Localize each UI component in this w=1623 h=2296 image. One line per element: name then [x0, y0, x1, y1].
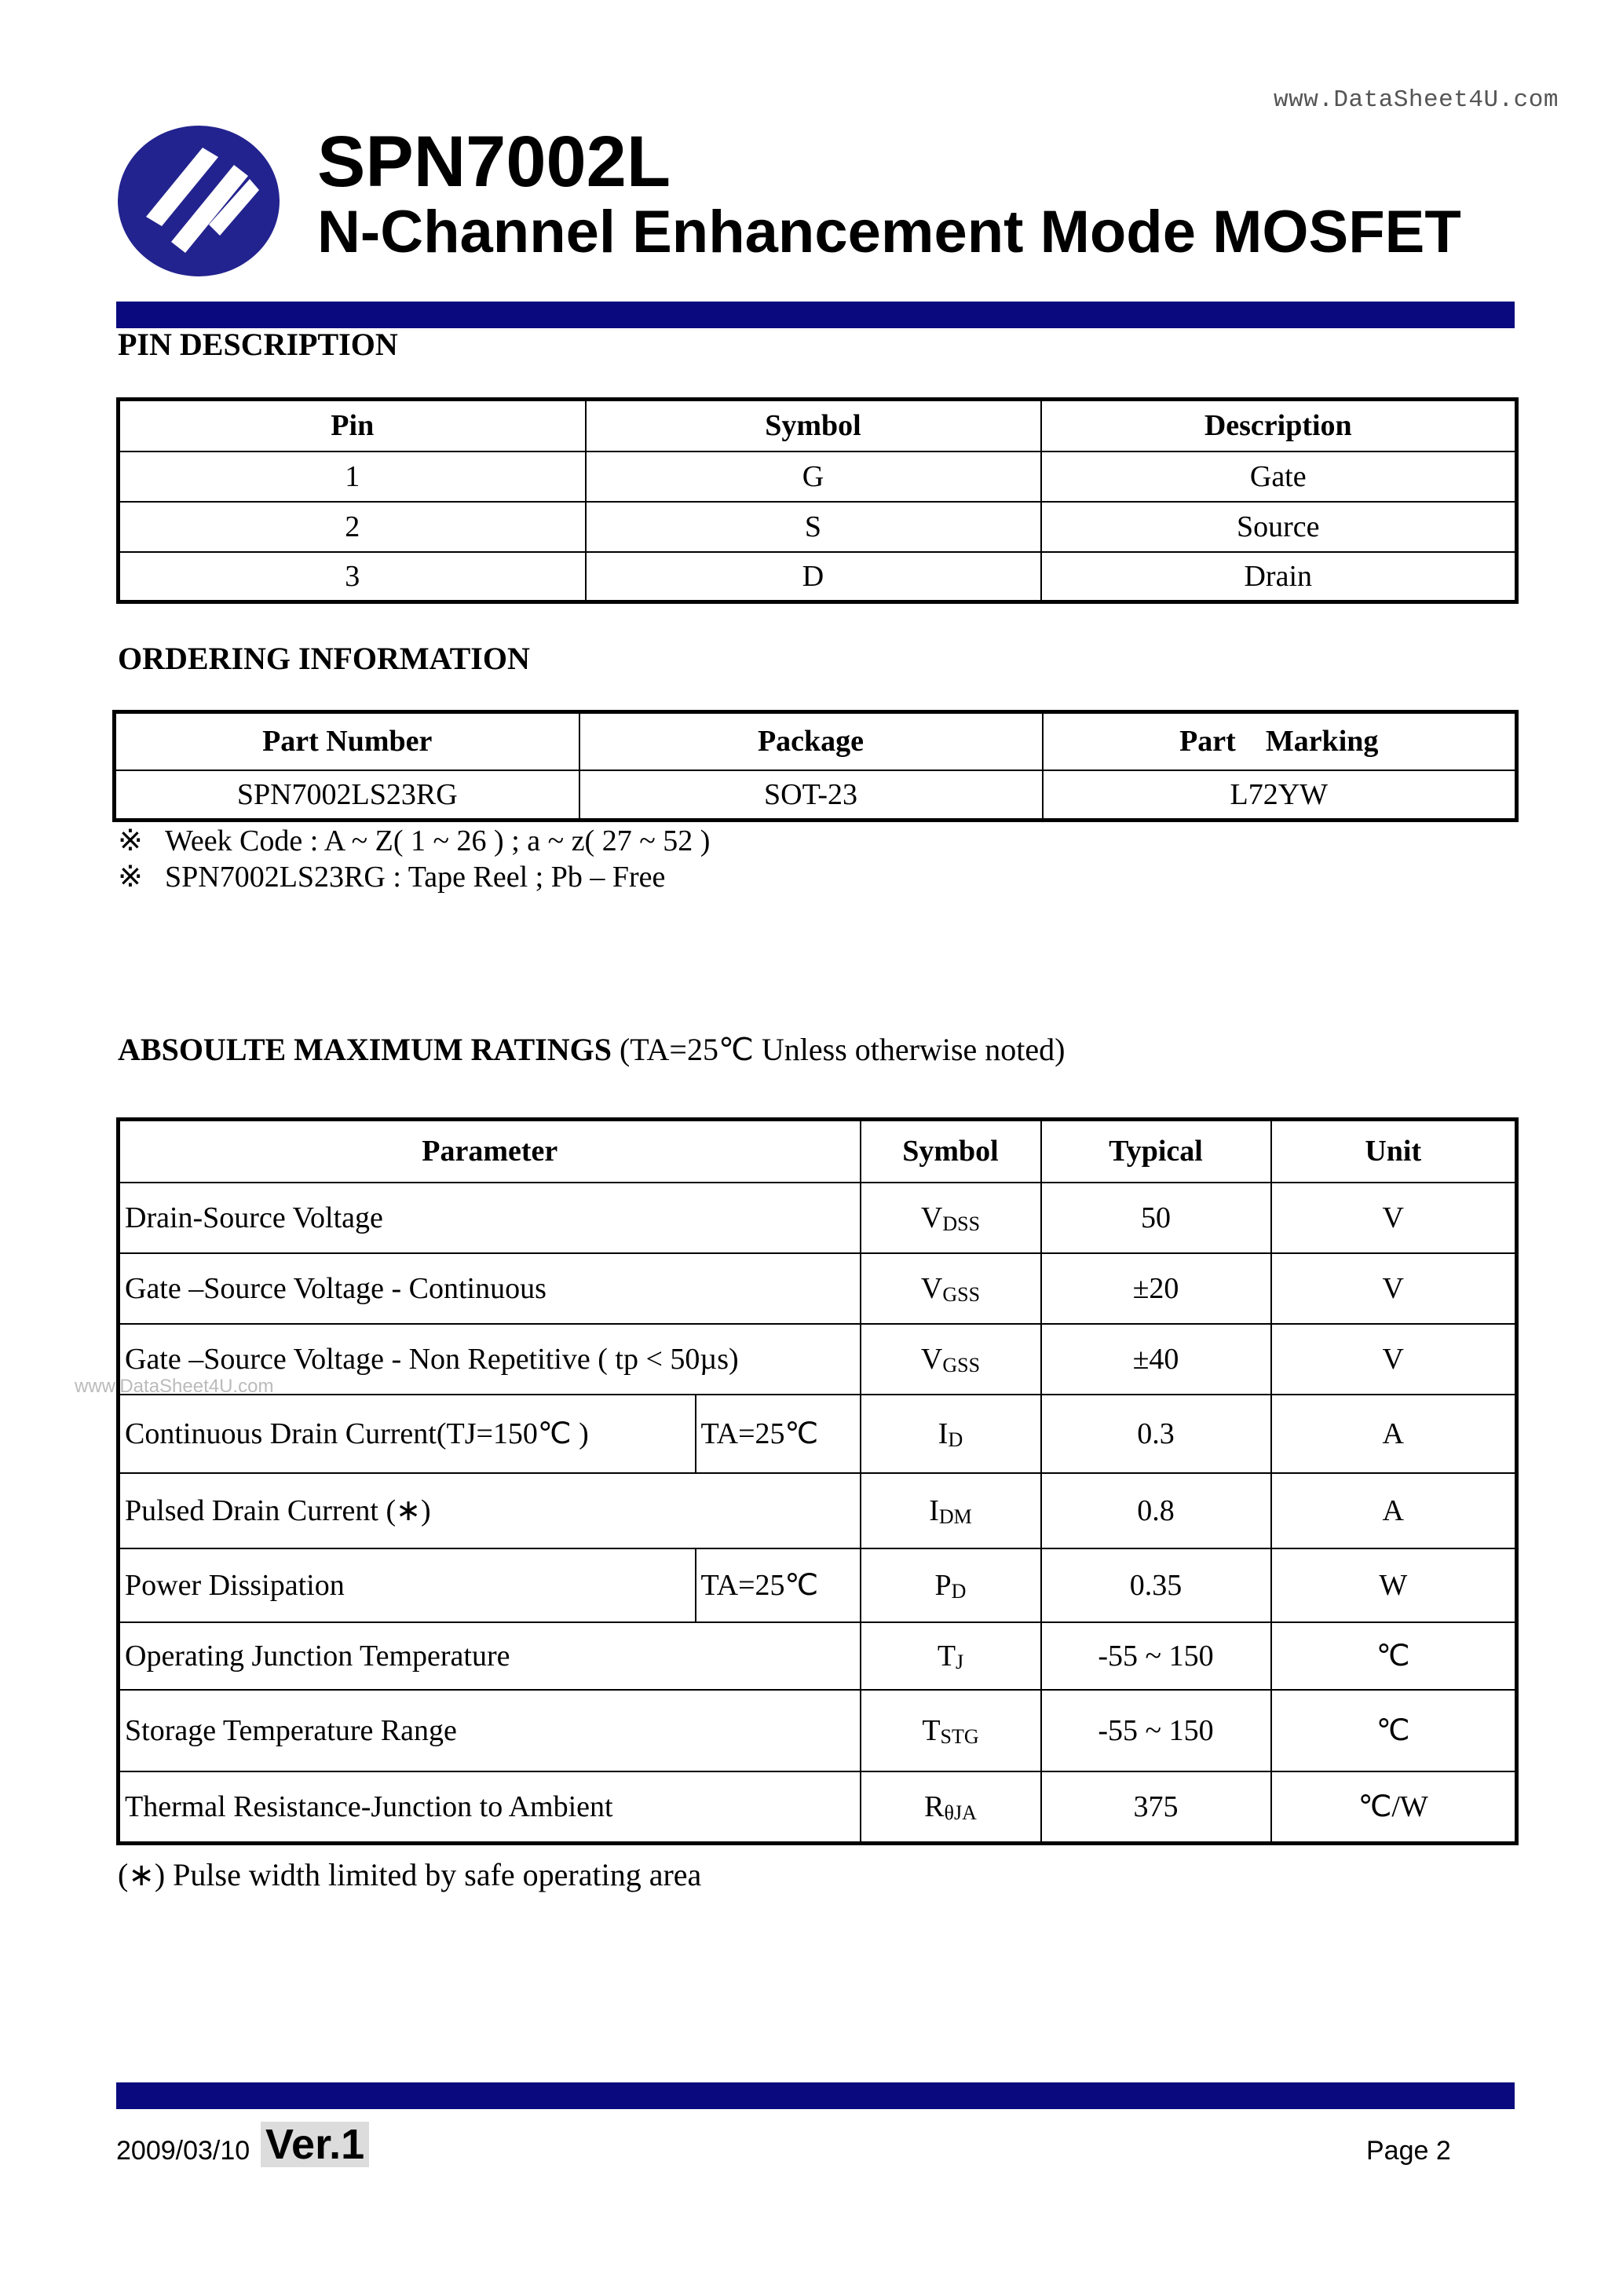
cell-typical: 0.8	[1041, 1473, 1271, 1548]
cell-parameter: Storage Temperature Range	[119, 1690, 861, 1771]
watermark-mid: www.DataSheet4U.com	[75, 1376, 274, 1397]
cell-symbol: G	[586, 452, 1041, 502]
cell-part-number: SPN7002LS23RG	[115, 770, 579, 821]
cell-unit: V	[1271, 1253, 1517, 1324]
table-header-row	[119, 1120, 1517, 1183]
cell-symbol: $I_D$	[861, 1395, 1041, 1473]
table-header-row	[119, 400, 1517, 452]
ratings-title-text: ABSOULTE MAXIMUM RATINGS	[118, 1032, 612, 1067]
cell-parameter: Power Dissipation	[119, 1548, 696, 1622]
table-row	[119, 1690, 1517, 1771]
cell-unit: ℃	[1271, 1622, 1517, 1690]
table-row	[119, 1253, 1517, 1324]
table-row	[119, 502, 1517, 552]
ordering-note	[118, 823, 710, 858]
cell-unit: W	[1271, 1548, 1517, 1622]
cell-description: Source	[1041, 502, 1517, 552]
ratings-table	[116, 1117, 1519, 1845]
ratings-condition: (TA=25℃ Unless otherwise noted)	[619, 1032, 1066, 1067]
cell-unit: A	[1271, 1473, 1517, 1548]
header-package: Package	[579, 712, 1043, 770]
table-row	[119, 1324, 1517, 1395]
cell-parameter: Operating Junction Temperature	[119, 1622, 861, 1690]
ordering-information-title: ORDERING INFORMATION	[118, 641, 530, 676]
header-description: Description	[1041, 400, 1517, 452]
cell-typical: 0.35	[1041, 1548, 1271, 1622]
footer-version: Ver.1	[261, 2122, 369, 2167]
header-symbol: Symbol	[861, 1120, 1041, 1183]
header-typical: Typical	[1041, 1120, 1271, 1183]
cell-typical: 0.3	[1041, 1395, 1271, 1473]
table-row	[115, 770, 1517, 821]
cell-typical: -55 ~ 150	[1041, 1622, 1271, 1690]
cell-typical: -55 ~ 150	[1041, 1690, 1271, 1771]
cell-typical: 50	[1041, 1183, 1271, 1253]
note-text: SPN7002LS23RG : Tape Reel ; Pb – Free	[165, 861, 666, 894]
watermark-top: www.DataSheet4U.com	[1274, 86, 1559, 114]
header-parameter: Parameter	[119, 1120, 861, 1183]
cell-symbol: $V_{GSS}$	[861, 1253, 1041, 1324]
pin-description-table	[116, 397, 1519, 604]
table-row	[119, 1473, 1517, 1548]
table-row	[119, 1771, 1517, 1844]
header-pin: Pin	[119, 400, 586, 452]
cell-symbol: $P_D$	[861, 1548, 1041, 1622]
table-row	[119, 1622, 1517, 1690]
cell-parameter: Continuous Drain Current(TJ=150℃ )	[119, 1395, 696, 1473]
cell-unit: ℃/W	[1271, 1771, 1517, 1844]
footer-divider-bar	[116, 2082, 1515, 2109]
cell-description: Gate	[1041, 452, 1517, 502]
footer-page-number: Page 2	[1366, 2136, 1451, 2166]
ratings-title	[118, 1031, 1065, 1068]
cell-unit: V	[1271, 1183, 1517, 1253]
cell-typical: ±40	[1041, 1324, 1271, 1395]
cell-symbol: $T_J$	[861, 1622, 1041, 1690]
cell-description: Drain	[1041, 552, 1517, 602]
cell-symbol: $T_{STG}$	[861, 1690, 1041, 1771]
part-subtitle: N-Channel Enhancement Mode MOSFET	[317, 199, 1461, 265]
cell-symbol: S	[586, 502, 1041, 552]
cell-symbol: $V_{GSS}$	[861, 1324, 1041, 1395]
cell-pin: 3	[119, 552, 586, 602]
cell-parameter: Thermal Resistance-Junction to Ambient	[119, 1771, 861, 1844]
header-symbol: Symbol	[586, 400, 1041, 452]
cell-condition: TA=25℃	[696, 1395, 861, 1473]
cell-parameter: Gate –Source Voltage - Non Repetitive ( tp < 50µs)	[119, 1324, 861, 1395]
note-mark-icon: ※	[118, 824, 143, 857]
note-mark-icon: ※	[118, 861, 143, 894]
cell-symbol: $R_{\theta JA}$	[861, 1771, 1041, 1844]
cell-pin: 2	[119, 502, 586, 552]
cell-typical: 375	[1041, 1771, 1271, 1844]
cell-condition: TA=25℃	[696, 1548, 861, 1622]
table-row	[119, 552, 1517, 602]
table-row	[119, 1395, 1517, 1473]
cell-parameter: Drain-Source Voltage	[119, 1183, 861, 1253]
table-header-row	[115, 712, 1517, 770]
cell-unit: V	[1271, 1324, 1517, 1395]
header-divider-bar	[116, 302, 1515, 328]
cell-parameter: Pulsed Drain Current (∗)	[119, 1473, 861, 1548]
cell-package: SOT-23	[579, 770, 1043, 821]
table-row	[119, 1548, 1517, 1622]
footer-date: 2009/03/10	[116, 2136, 250, 2166]
cell-unit: ℃	[1271, 1690, 1517, 1771]
cell-unit: A	[1271, 1395, 1517, 1473]
table-row	[119, 1183, 1517, 1253]
cell-parameter: Gate –Source Voltage - Continuous	[119, 1253, 861, 1324]
header-part-marking: Part Marking	[1043, 712, 1517, 770]
company-logo-icon	[116, 124, 281, 278]
cell-typical: ±20	[1041, 1253, 1271, 1324]
cell-symbol: $V_{DSS}$	[861, 1183, 1041, 1253]
header-part-number: Part Number	[115, 712, 579, 770]
note-text: Week Code : A ~ Z( 1 ~ 26 ) ; a ~ z( 27 ~ 52 )	[165, 824, 711, 857]
cell-symbol: $I_{DM}$	[861, 1473, 1041, 1548]
cell-pin: 1	[119, 452, 586, 502]
part-title: SPN7002L	[317, 122, 671, 202]
ratings-footnote: (∗) Pulse width limited by safe operating area	[118, 1857, 702, 1892]
header-unit: Unit	[1271, 1120, 1517, 1183]
ordering-note	[118, 859, 665, 894]
ordering-table	[112, 710, 1519, 822]
pin-description-title: PIN DESCRIPTION	[118, 327, 398, 362]
cell-marking: L72YW	[1043, 770, 1517, 821]
table-row	[119, 452, 1517, 502]
cell-symbol: D	[586, 552, 1041, 602]
